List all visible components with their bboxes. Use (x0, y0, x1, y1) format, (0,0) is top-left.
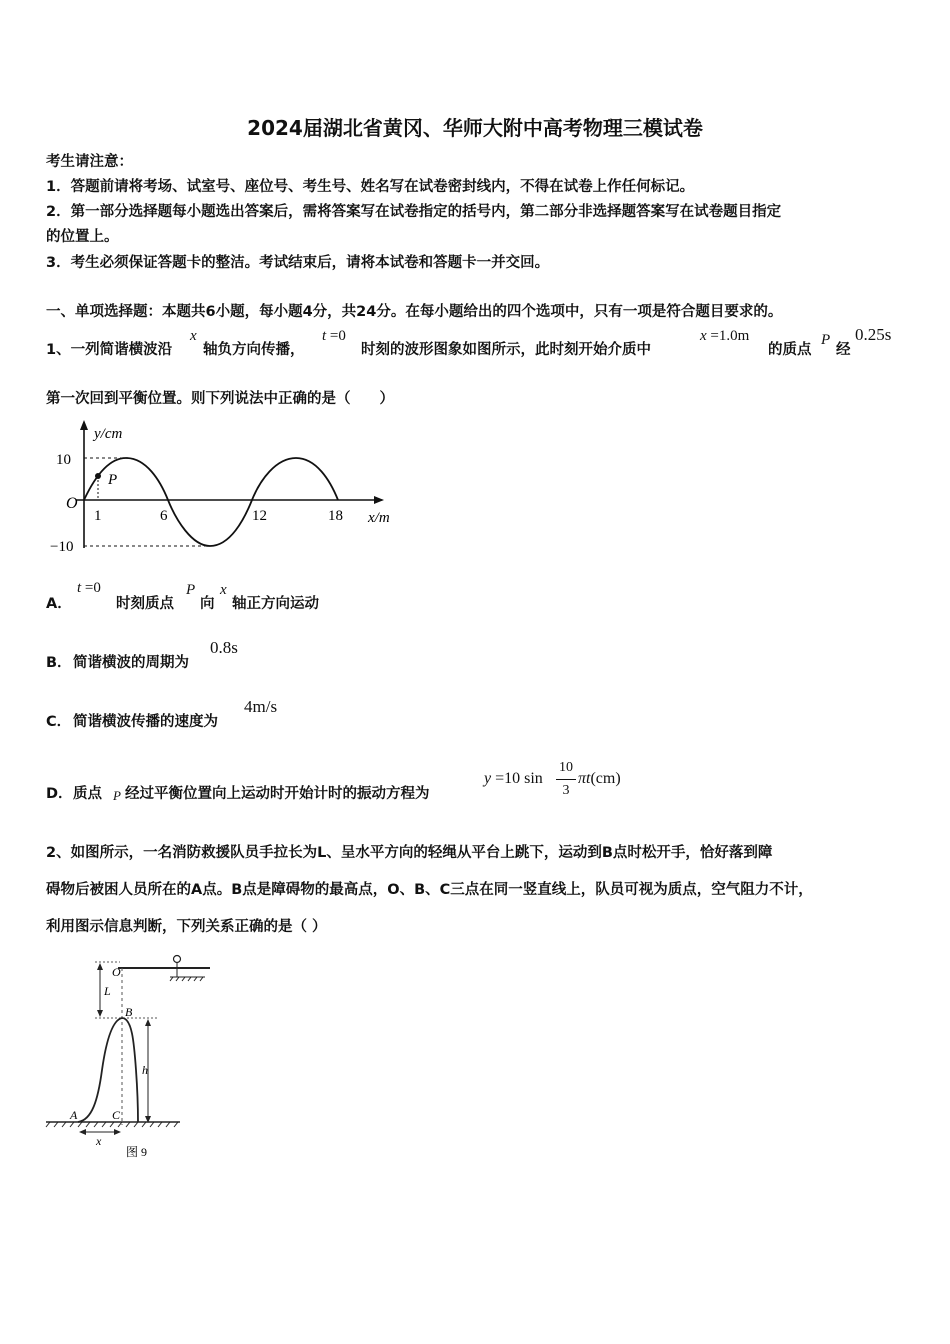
y-axis-label: y/cm (94, 426, 123, 442)
notice-heading: 考生请注意： (46, 154, 133, 170)
option-d-text-2: 经过平衡位置向上运动时开始计时的振动方程为 (125, 786, 430, 802)
q1-math-P: P (821, 332, 831, 348)
x-tick-1: 1 (94, 508, 102, 524)
q2-line-1: 2、如图所示，一名消防救援队员手拉长为L、呈水平方向的轻绳从平台上跳下，运动到B点时松开手，恰好落到障 (46, 845, 773, 861)
option-a-math-x: x (220, 582, 227, 598)
option-a-text-2: 向 (200, 596, 215, 612)
option-a-letter: A． (46, 596, 72, 612)
wave-graph (46, 418, 406, 558)
option-d-text-1: 质点 (73, 786, 102, 802)
q1-math-t0: t =0 (322, 328, 346, 344)
x-tick-12: 12 (252, 508, 267, 524)
rescue-diagram (40, 950, 220, 1165)
q2-line-2: 碍物后被困人员所在的A点。B点是障碍物的最高点，O、B、C三点在同一竖直线上，队员可视为质点，空气阻力不计， (46, 882, 813, 898)
label-O: O (112, 965, 121, 979)
label-C: C (112, 1108, 121, 1122)
y-tick-10: 10 (56, 452, 71, 468)
rope-knot (174, 956, 181, 963)
point-P-label: P (108, 472, 118, 488)
wave-curve (84, 458, 338, 546)
label-L: L (104, 984, 111, 998)
q1-text-5: 经 (836, 342, 851, 358)
option-d-frac-bar (556, 779, 576, 780)
option-a-text-1: 时刻质点 (116, 596, 174, 612)
q1-math-x1: x =1.0m (700, 328, 750, 344)
option-a-math-P: P (186, 582, 196, 598)
option-a-text-3: 轴正方向运动 (232, 596, 319, 612)
origin-label: O (66, 495, 78, 512)
x-tick-18: 18 (328, 508, 343, 524)
option-c-math: 4m/s (244, 697, 278, 716)
q2-line-3: 利用图示信息判断，下列关系正确的是（ ） (46, 919, 327, 935)
q1-text-3: 时刻的波形图象如图所示，此时刻开始介质中 (361, 342, 651, 358)
option-b-math: 0.8s (210, 638, 238, 657)
platform-hatch (170, 977, 203, 981)
label-x: x (96, 1134, 102, 1148)
q1-text-1: 1、一列简谐横波沿 (46, 342, 173, 358)
y-tick-neg10: −10 (50, 539, 74, 555)
label-A: A (70, 1108, 78, 1122)
label-B: B (125, 1005, 133, 1019)
page-title: 2024届湖北省黄冈、华师大附中高考物理三模试卷 (247, 116, 703, 140)
q1-text-2: 轴负方向传播， (203, 342, 305, 358)
option-d-eq-right: πt(cm) (578, 770, 621, 787)
option-d-eq-left: y =10 sin (484, 770, 543, 787)
notice-item-3: 3．考生必须保证答题卡的整洁。考试结束后，请将本试卷和答题卡一并交回。 (46, 255, 550, 271)
q1-math-time: 0.25s (855, 325, 892, 344)
y-axis-arrow (80, 420, 88, 430)
q1-text-line2: 第一次回到平衡位置。则下列说法中正确的是（ ） (46, 391, 394, 407)
figure-caption: 图 9 (126, 1145, 148, 1159)
x-tick-6: 6 (160, 508, 168, 524)
option-d-letter: D． (46, 786, 73, 802)
x-axis-arrow (374, 496, 384, 504)
section1-heading: 一、单项选择题：本题共6小题，每小题4分，共24分。在每小题给出的四个选项中，只有一项是符合题目要求的。 (46, 304, 783, 320)
option-d-frac-num: 10 (559, 760, 573, 775)
x-axis-label: x/m (368, 510, 390, 526)
option-b-letter: B． (46, 655, 72, 671)
option-d-frac-den: 3 (562, 783, 570, 798)
option-b-text: 简谐横波的周期为 (73, 655, 189, 671)
option-c-text: 简谐横波传播的速度为 (73, 714, 218, 730)
option-c-letter: C． (46, 714, 72, 730)
point-P (95, 473, 101, 479)
option-a-math-t0: t =0 (77, 580, 101, 596)
q1-math-x: x (190, 328, 197, 344)
notice-item-2: 2．第一部分选择题每小题选出答案后，需将答案写在试卷指定的括号内，第二部分非选择题答案写在试卷题目指定 (46, 204, 782, 220)
obstacle (78, 1018, 138, 1122)
notice-item-2-cont: 的位置上。 (46, 229, 119, 245)
label-h: h (142, 1063, 148, 1077)
option-d-math-P: P (113, 788, 121, 803)
q1-text-4: 的质点 (768, 342, 812, 358)
notice-item-1: 1．答题前请将考场、试室号、座位号、考生号、姓名写在试卷密封线内，不得在试卷上作任何标记。 (46, 179, 695, 195)
